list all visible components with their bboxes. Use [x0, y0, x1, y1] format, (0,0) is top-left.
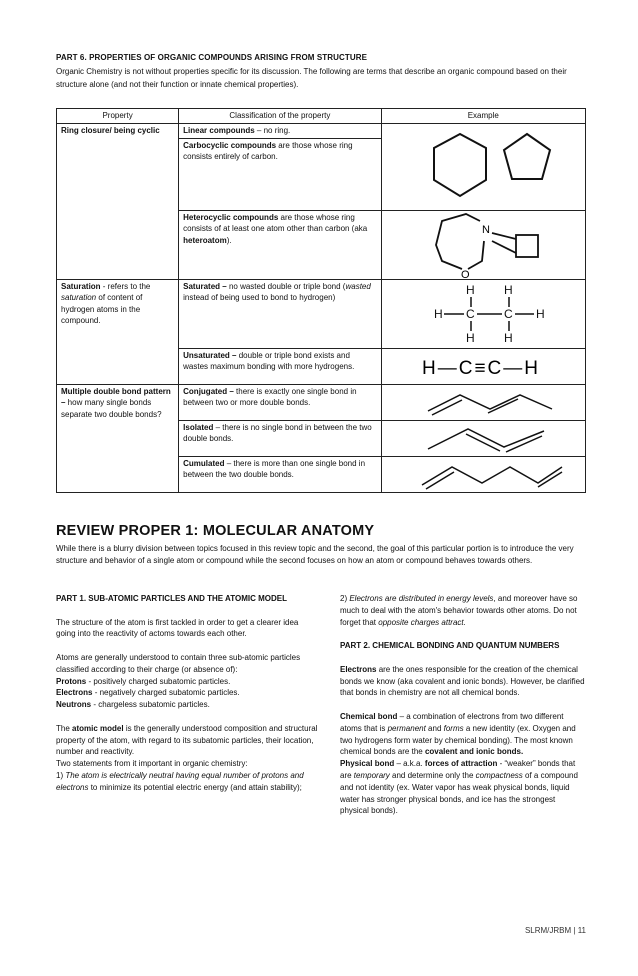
review-intro: While there is a blurry division between topics focused in this review topic and the second, the goal of this particular portion is to introduce the very structure and behavior of a single atom or compound while the second focuses on how an atom or compound behaves towards others.	[56, 544, 574, 565]
example-ethane	[381, 279, 585, 348]
part1-p2: Atoms are generally understood to contain three sub-atomic particles classified according to their charge (or absence of):	[56, 652, 301, 674]
svg-text:H: H	[535, 306, 545, 321]
class-heterocyclic: Heterocyclic compounds are those whose ring consists of at least one atom other than carbon (aka heteroatom).	[179, 210, 381, 279]
svg-text:H: H	[503, 282, 513, 297]
right-column	[340, 593, 586, 817]
statement-1: 1) The atom is electrically neutral having equal number of protons and electrons to minimize its potential electric energy (and attain stability);	[56, 770, 304, 792]
header-classification: Classification of the property	[179, 109, 381, 124]
ethyne-drawing	[382, 349, 578, 384]
table-row	[57, 384, 586, 420]
class-conjugated: Conjugated – there is exactly one single bond in between two or more double bonds.	[179, 384, 381, 420]
class-carbocyclic: Carbocyclic compounds are those whose ring consists entirely of carbon.	[179, 138, 381, 210]
table-row	[57, 279, 586, 348]
example-heterocyclic	[381, 210, 585, 279]
electrons-line: Electrons - negatively charged subatomic particles.	[56, 688, 240, 698]
example-carbocyclic	[381, 123, 585, 210]
header-property: Property	[57, 109, 179, 124]
property-ring-closure: Ring closure/ being cyclic	[57, 123, 179, 279]
heterocyclic-rings-drawing	[382, 211, 578, 279]
part2-heading: PART 2. CHEMICAL BONDING AND QUANTUM NUMBERS	[340, 641, 560, 651]
class-unsaturated: Unsaturated – double or triple bond exists and wastes maximum bonding with more hydrogens.	[179, 348, 381, 384]
table-header-row	[57, 109, 586, 124]
page-footer: SLRM/JRBM | 11	[524, 926, 586, 935]
ethane-drawing	[382, 280, 578, 348]
conjugated-drawing	[382, 385, 578, 420]
chemical-bond-paragraph: Chemical bond – a combination of electrons from two different atoms that is permanent and forms a new identity (ex. Oxygen and two hydrogens form water by chemical bonding). The most known chemical bonds are the covalent and ionic bonds.	[340, 711, 576, 757]
header-example: Example	[381, 109, 585, 124]
hetero-o-label: O	[460, 268, 470, 279]
two-statements: Two statements from it important in organic chemistry:	[56, 759, 248, 769]
class-saturated: Saturated – no wasted double or triple bond (wasted instead of being used to bond to hydrogen)	[179, 279, 381, 348]
class-linear: Linear compounds – no ring.	[179, 123, 381, 138]
electrons-paragraph: Electrons are the ones responsible for the creation of the chemical bonds we know (aka covalent and ionic bonds). However, be clarified that bonds in chemistry are not all chemical bonds.	[340, 664, 585, 698]
statement-2: 2) Electrons are distributed in energy levels, and moreover have so much to deal with the atom's behavior towards other atoms. Do not forget that opposite charges attract.	[340, 594, 578, 627]
svg-text:H: H	[465, 282, 475, 297]
hetero-n-label: N	[481, 223, 490, 236]
atomic-model-paragraph: The atomic model is the generally understood composition and structural property of the atom, with regard to its subatomic particles, their location, number and reactivity.	[56, 723, 318, 757]
example-conjugated	[381, 384, 585, 420]
example-ethyne	[381, 348, 585, 384]
example-cumulated	[381, 456, 585, 492]
physical-bond-paragraph: Physical bond – a.k.a. forces of attraction - “weaker” bonds that are temporary and determine only the compactness of a compound and not identity (ex. Water vapor has weak physical bonds, liquid water has stronger physical bonds, and ice has the strongest physical bonds).	[340, 759, 578, 816]
part1-p1: The structure of the atom is first tackled in order to get a clearer idea going into the reactivity of actoms towards each other.	[56, 617, 299, 639]
class-cumulated: Cumulated – there is more than one single bond in between the two double bonds.	[179, 456, 381, 492]
carbocyclic-rings-drawing	[382, 124, 578, 210]
svg-text:C: C	[503, 306, 513, 321]
protons-line: Protons - positively charged subatomic particles.	[56, 676, 231, 686]
left-column	[56, 593, 318, 794]
svg-text:C: C	[465, 306, 475, 321]
part6-intro: Organic Chemistry is not without properties specific for its discussion. The following are terms that describe an organic compound based on their structure alone (and not their function or innate chemical properties).	[56, 67, 567, 89]
svg-text:H—C≡C—H: H—C≡C—H	[421, 357, 540, 379]
table-row	[57, 123, 586, 138]
properties-table	[56, 108, 586, 493]
cumulated-drawing	[382, 457, 578, 492]
part6-title: PART 6. PROPERTIES OF ORGANIC COMPOUNDS ARISING FROM STRUCTURE	[56, 53, 368, 62]
neutrons-line: Neutrons - chargeless subatomic particles.	[56, 700, 210, 710]
svg-text:H: H	[503, 330, 513, 345]
isolated-drawing	[382, 421, 578, 456]
property-double-bond-pattern: Multiple double bond pattern – how many single bonds separate two double bonds?	[57, 384, 179, 492]
svg-text:H: H	[465, 330, 475, 345]
example-isolated	[381, 420, 585, 456]
property-saturation: Saturation - refers to the saturation of content of hydrogen atoms in the compound.	[57, 279, 179, 384]
class-isolated: Isolated – there is no single bond in between the two double bonds.	[179, 420, 381, 456]
svg-text:H: H	[433, 306, 443, 321]
part1-heading: PART 1. SUB-ATOMIC PARTICLES AND THE ATOMIC MODEL	[56, 594, 287, 603]
review-title: REVIEW PROPER 1: MOLECULAR ANATOMY	[56, 523, 375, 539]
